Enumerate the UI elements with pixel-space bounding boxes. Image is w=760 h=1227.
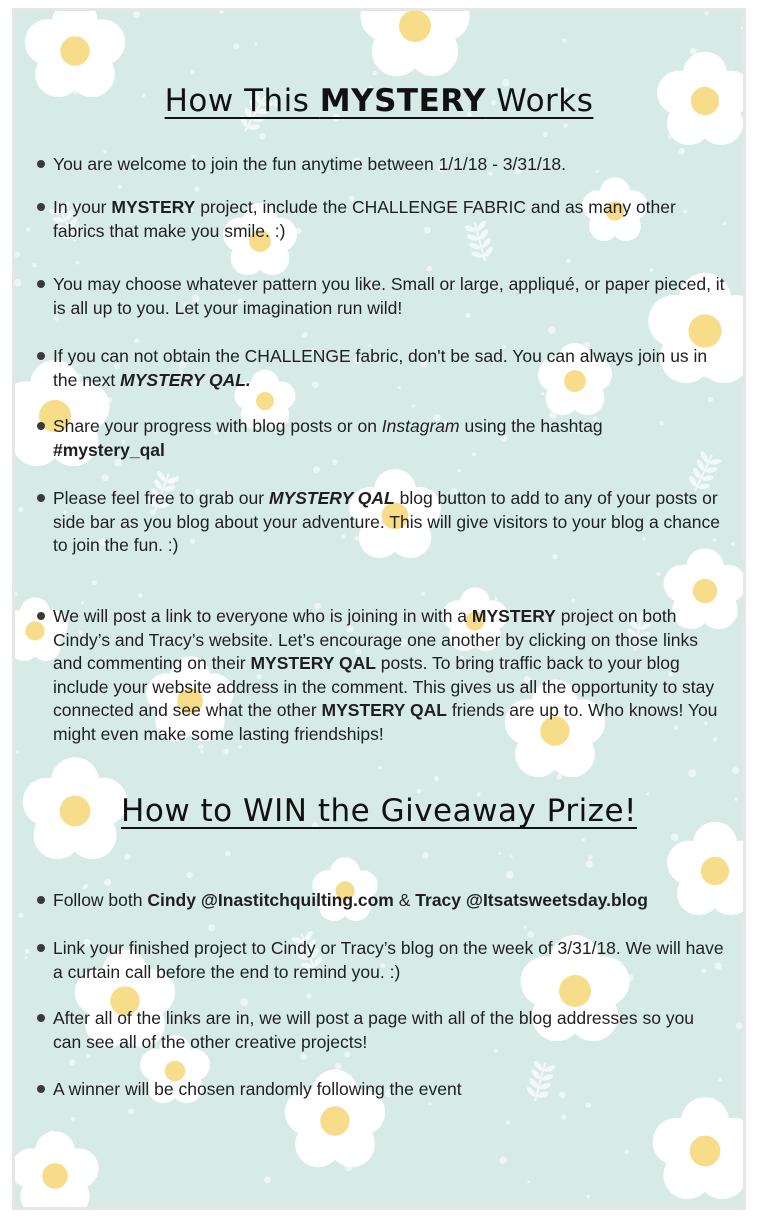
list-item-text [53, 345, 727, 392]
text-run: project on both Cindy’s and Tracy’s website. Let’s encourage one another by clicking on those links and commenting on their [53, 606, 698, 673]
list-item [37, 1007, 727, 1054]
list-item [37, 605, 727, 746]
text-bold: MYSTERY QAL [321, 700, 447, 720]
bullet-icon [37, 612, 45, 620]
section-title-how-it-works [15, 83, 743, 119]
text-run: project, include the CHALLENGE FABRIC and as many other fabrics that make you smile. :) [53, 197, 676, 241]
list-item [37, 345, 727, 392]
text-run: We will post a link to everyone who is joining in with a [53, 606, 472, 626]
bullet-icon [37, 1085, 45, 1093]
list-item-text [53, 196, 727, 243]
text-bold: Cindy @Inastitchquilting.com [147, 890, 394, 910]
section-title-giveaway: How to WIN the Giveaway Prize! [121, 793, 637, 829]
list-item-text: You may choose whatever pattern you like. Small or large, appliqué, or paper pieced, it is all up to you. Let your imagination run wild! [53, 274, 725, 318]
list-item [37, 153, 727, 177]
bullet-icon [37, 944, 45, 952]
text-bold-italic: MYSTERY QAL [268, 488, 395, 508]
text-run: If you can not obtain the CHALLENGE fabric, don't be sad. You can always join us in the next [53, 346, 708, 390]
text-run: Please feel free to grab our [53, 488, 269, 508]
text-run: In your [53, 197, 112, 217]
list-item-text: Link your finished project to Cindy or Tracy’s blog on the week of 3/31/18. We will have a curtain call before the end to remind you. :) [53, 938, 724, 982]
title-bold: MYSTERY [319, 83, 486, 119]
list-item [37, 273, 727, 320]
list-item [37, 937, 727, 984]
list-item-text [53, 605, 727, 746]
list-item [37, 487, 727, 558]
list-item-text [53, 415, 727, 462]
title-post: Works [485, 83, 594, 119]
text-run: friends are up to. Who knows! You might even make some lasting friendships! [53, 700, 718, 744]
bullet-icon [37, 203, 45, 211]
list-item [37, 415, 727, 462]
title-pre: How This [164, 83, 320, 119]
hashtag: #mystery_qal [53, 439, 165, 460]
bullet-icon [37, 1014, 45, 1022]
text-bold: MYSTERY QAL [250, 653, 376, 673]
text-run: using the hashtag [459, 416, 603, 436]
text-bold: MYSTERY [471, 606, 556, 626]
bullet-icon [37, 160, 45, 168]
text-italic: Instagram [381, 416, 460, 436]
list-item [37, 196, 727, 243]
bullet-icon [37, 280, 45, 288]
text-bold: MYSTERY [111, 197, 196, 217]
flyer-content [15, 11, 743, 1207]
text-run: & [393, 890, 416, 910]
list-item-text: A winner will be chosen randomly following the event [53, 1079, 462, 1099]
bullet-icon [37, 896, 45, 904]
text-run: Share your progress with blog posts or on [53, 416, 382, 436]
bullet-icon [37, 494, 45, 502]
text-bold: Tracy @Itsatsweetsday.blog [415, 890, 648, 910]
text-run: Follow both [53, 890, 148, 910]
list-item-text: You are welcome to join the fun anytime between 1/1/18 - 3/31/18. [53, 154, 567, 174]
flyer [12, 8, 746, 1210]
bullet-icon [37, 422, 45, 430]
text-run: posts. To bring traffic back to your blog include your website address in the comment. This gives us all the opportunity to stay connected and see what the other [53, 653, 715, 720]
list-item [37, 1078, 727, 1102]
bullet-icon [37, 352, 45, 360]
list-item [37, 889, 727, 913]
text-run: blog button to add to any of your posts or side bar as you blog about your adventure. This will give visitors to your blog a chance to join the fun. :) [53, 488, 720, 555]
list-item-text [53, 889, 727, 913]
list-item-text: After all of the links are in, we will post a page with all of the blog addresses so you can see all of the other creative projects! [53, 1008, 695, 1052]
list-item-text [53, 487, 727, 558]
text-bold-italic: MYSTERY QAL. [120, 369, 251, 390]
